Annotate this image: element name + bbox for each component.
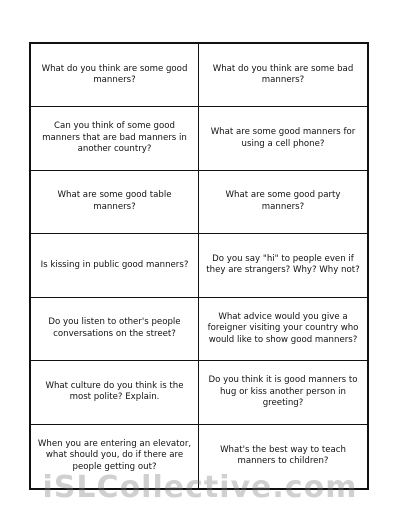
question-text: Is kissing in public good manners? [40, 259, 189, 270]
question-card [31, 171, 199, 234]
question-text: What's the best way to teach manners to children? [220, 444, 346, 467]
question-card [199, 298, 367, 361]
question-text: What are some good table manners? [57, 190, 172, 213]
question-card [31, 361, 199, 424]
question-text: What advice would you give a foreigner visiting your country who would like to show good manners? [207, 311, 359, 345]
question-card [31, 107, 199, 170]
question-card [199, 171, 367, 234]
question-card [31, 425, 199, 488]
question-card [31, 44, 199, 107]
question-card-grid [29, 42, 369, 490]
question-card [31, 298, 199, 361]
question-text: What do you think are some bad manners? [212, 63, 354, 86]
question-card [31, 234, 199, 297]
question-text: Do you think it is good manners to hug or kiss another person in greeting? [208, 374, 358, 409]
question-text: Can you think of some good manners that are bad manners in another country? [42, 121, 187, 155]
question-text: What do you think are some good manners? [41, 63, 188, 86]
question-text: What culture do you think is the most polite? Explain. [45, 380, 184, 403]
question-text: Do you say "hi" to people even if they are strangers? Why? Why not? [206, 253, 360, 276]
question-card [199, 361, 367, 424]
question-card [199, 44, 367, 107]
question-text: When you are entering an elevator, what should you, do if there are people getting out? [37, 438, 192, 473]
question-card [199, 107, 367, 170]
question-text: Do you listen to other's people conversations on the street? [48, 317, 181, 339]
question-card [199, 425, 367, 488]
question-card [199, 234, 367, 297]
question-text: What are some good manners for using a cell phone? [210, 127, 356, 149]
watermark: iSLCollective.com [42, 470, 358, 505]
question-text: What are some good party manners? [225, 190, 341, 213]
